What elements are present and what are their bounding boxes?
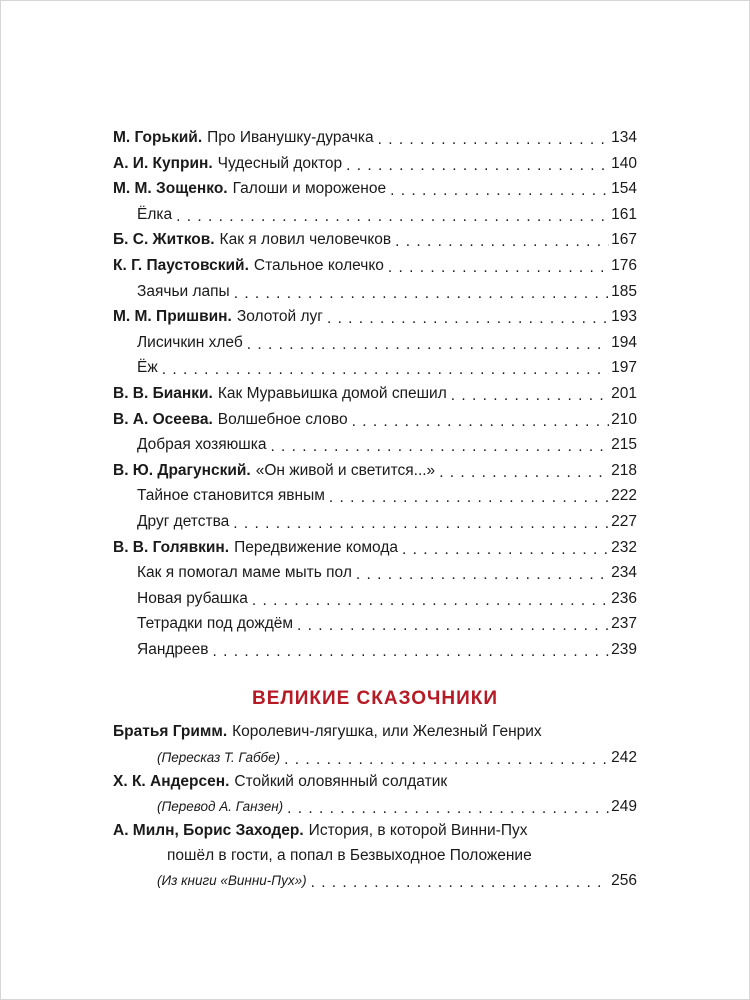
toc-entry-title: Ёлка	[137, 205, 173, 223]
section-entry	[113, 720, 637, 770]
toc-entry-page: 222	[611, 487, 637, 505]
section-entry-translator: (Из книги «Винни-Пух»)	[157, 873, 307, 889]
toc-entry	[113, 432, 637, 458]
toc-entry-page: 232	[611, 538, 637, 556]
toc-entry	[113, 611, 637, 637]
toc-entry-author: В. Ю. Драгунский.	[113, 461, 251, 479]
toc-entry-page: 167	[611, 231, 637, 249]
leader-dots	[395, 229, 609, 249]
leader-dots	[327, 306, 609, 326]
toc-entry	[113, 279, 637, 305]
toc-entry-page: 201	[611, 384, 637, 402]
leader-dots	[234, 281, 609, 301]
leader-dots	[402, 537, 609, 557]
section-entry-title-continued: пошёл в гости, а попал в Безвыходное Положение	[167, 846, 532, 864]
toc-entry	[113, 381, 637, 407]
section-entry-page: 242	[611, 748, 637, 766]
toc-entry-author: В. В. Голявкин.	[113, 538, 230, 556]
toc-list	[113, 125, 637, 662]
toc-entry	[113, 304, 637, 330]
toc-entry	[113, 637, 637, 663]
toc-entry-page: 210	[611, 410, 637, 428]
toc-entry	[113, 560, 637, 586]
toc-entry-title: Стальное колечко	[253, 256, 384, 274]
toc-entry	[113, 586, 637, 612]
section-entry-translator-row	[113, 794, 637, 819]
section-list	[113, 720, 637, 893]
toc-entry-author: М. М. Пришвин.	[113, 308, 232, 326]
leader-dots	[356, 562, 609, 582]
toc-entry-page: 237	[611, 615, 637, 633]
toc-entry-page: 176	[611, 256, 637, 274]
leader-dots	[252, 588, 609, 608]
section-entry	[113, 770, 637, 820]
toc-entry-page: 154	[611, 180, 637, 198]
toc-entry-author: В. А. Осеева.	[113, 410, 213, 428]
toc-entry-page: 215	[611, 436, 637, 454]
section-entry-translator: (Пересказ Т. Габбе)	[157, 749, 281, 765]
toc-entry-author: Б. С. Житков.	[113, 231, 215, 249]
toc-entry-title: Как я помогал маме мыть пол	[137, 564, 352, 582]
toc-entry-title: Как я ловил человечков	[219, 231, 392, 249]
toc-entry	[113, 407, 637, 433]
toc-entry-page: 193	[611, 308, 637, 326]
leader-dots	[270, 434, 609, 454]
section-entry-title: Королевич-лягушка, или Железный Генрих	[232, 723, 542, 741]
toc-entry	[113, 202, 637, 228]
toc-entry-title: Яандреев	[137, 640, 209, 658]
section-entry-title: История, в которой Винни-Пух	[308, 822, 528, 840]
leader-dots	[390, 178, 609, 198]
leader-dots	[233, 511, 609, 531]
toc-entry-author: М. М. Зощенко.	[113, 180, 228, 198]
section-title: ВЕЛИКИЕ СКАЗОЧНИКИ	[251, 688, 499, 710]
section-entry-author: Х. К. Андерсен.	[113, 772, 230, 790]
toc-entry	[113, 330, 637, 356]
leader-dots	[213, 639, 610, 659]
section-entry	[113, 819, 637, 893]
toc-entry-page: 239	[611, 640, 637, 658]
toc-entry	[113, 355, 637, 381]
section-entry-author: Братья Гримм.	[113, 723, 228, 741]
toc-entry-page: 161	[611, 205, 637, 223]
toc-entry-page: 140	[611, 154, 637, 172]
toc-entry-title: Лисичкин хлеб	[137, 333, 243, 351]
toc-entry-title: Волшебное слово	[217, 410, 348, 428]
toc-entry	[113, 535, 637, 561]
toc-entry	[113, 151, 637, 177]
toc-entry-title: Галоши и мороженое	[232, 180, 387, 198]
toc-entry-title: Как Муравьишка домой спешил	[217, 384, 447, 402]
section-entry-page: 256	[611, 872, 637, 890]
toc-entry	[113, 509, 637, 535]
table-of-contents	[113, 125, 637, 893]
toc-entry	[113, 483, 637, 509]
toc-entry-title: Золотой луг	[236, 308, 323, 326]
leader-dots	[311, 870, 610, 890]
section-entry-translator-row	[113, 745, 637, 770]
leader-dots	[346, 153, 609, 173]
toc-entry-title: «Он живой и светится...»	[255, 461, 436, 479]
toc-entry-author: В. В. Бианки.	[113, 384, 213, 402]
toc-entry-author: М. Горький.	[113, 129, 203, 146]
section-entry-translator: (Перевод А. Ганзен)	[157, 799, 284, 815]
toc-entry-page: 236	[611, 589, 637, 607]
toc-entry-page: 194	[611, 333, 637, 351]
toc-entry-title: Друг детства	[137, 512, 230, 530]
toc-entry-title: Тайное становится явным	[137, 487, 325, 505]
section-entry-first-line	[113, 819, 637, 844]
toc-entry-title: Добрая хозяюшка	[137, 436, 267, 454]
toc-entry-page: 218	[611, 461, 637, 479]
leader-dots	[247, 332, 609, 352]
toc-entry-page: 185	[611, 282, 637, 300]
toc-entry	[113, 125, 637, 151]
leader-dots	[284, 747, 609, 767]
leader-dots	[176, 204, 609, 224]
toc-entry-author: К. Г. Паустовский.	[113, 256, 249, 274]
toc-entry	[113, 253, 637, 279]
section-entry-author: А. Милн, Борис Заходер.	[113, 822, 304, 840]
leader-dots	[439, 460, 609, 480]
section-entry-page: 249	[611, 798, 637, 816]
leader-dots	[329, 485, 609, 505]
toc-entry	[113, 176, 637, 202]
section-entry-first-line	[113, 770, 637, 795]
toc-entry-title: Новая рубашка	[137, 589, 248, 607]
toc-entry-author: А. И. Куприн.	[113, 154, 213, 172]
leader-dots	[388, 255, 609, 275]
toc-entry-page: 227	[611, 512, 637, 530]
leader-dots	[162, 357, 609, 377]
leader-dots	[451, 383, 609, 403]
section-entry-title: Стойкий оловянный солдатик	[234, 772, 448, 790]
toc-entry-title: Передвижение комода	[234, 538, 399, 556]
toc-entry-title: Ёж	[137, 359, 158, 377]
toc-entry-page: 234	[611, 564, 637, 582]
toc-entry-page: 134	[611, 129, 637, 146]
leader-dots	[287, 796, 609, 816]
leader-dots	[378, 127, 610, 147]
toc-entry-title: Тетрадки под дождём	[137, 615, 294, 633]
toc-entry-title: Про Иванушку-дурачка	[207, 129, 374, 146]
toc-entry-page: 197	[611, 359, 637, 377]
toc-entry-title: Заячьи лапы	[137, 282, 230, 300]
section-entry-translator-row	[113, 868, 637, 893]
leader-dots	[352, 409, 610, 429]
toc-entry-title: Чудесный доктор	[217, 154, 343, 172]
toc-entry	[113, 227, 637, 253]
section-entry-first-line	[113, 720, 637, 745]
leader-dots	[297, 613, 609, 633]
toc-entry	[113, 458, 637, 484]
